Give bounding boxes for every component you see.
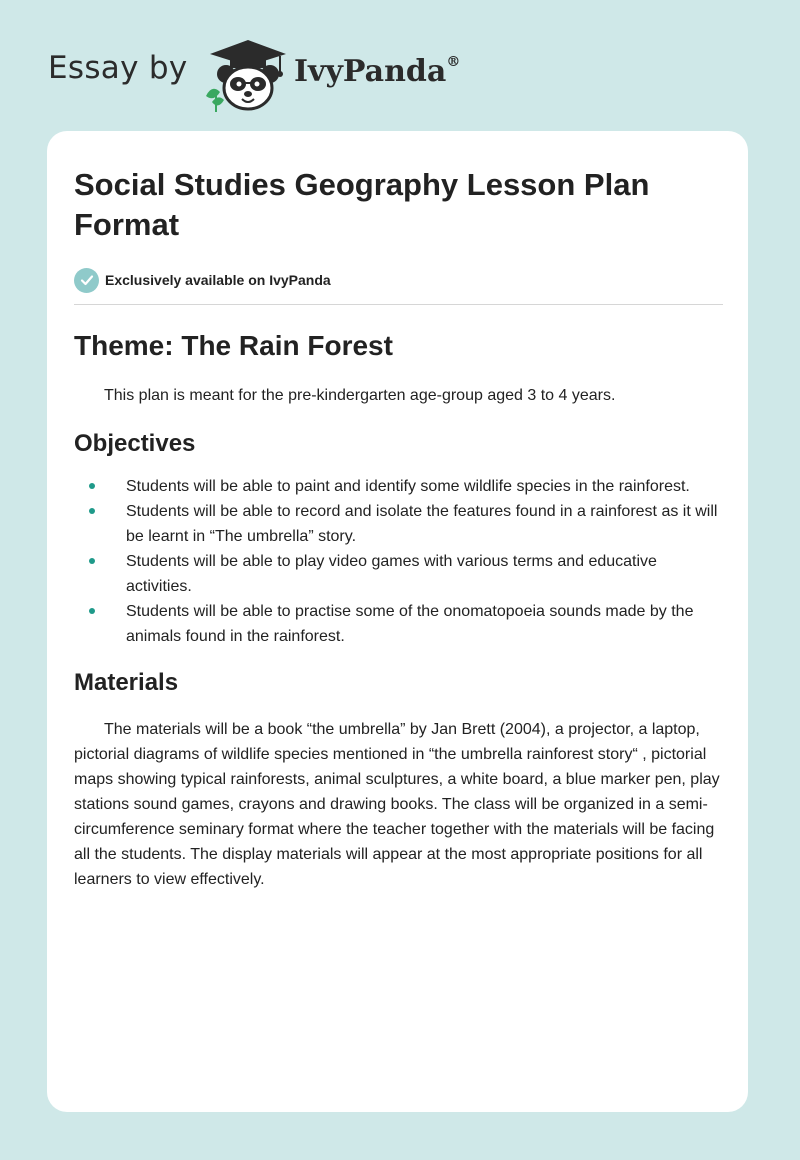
list-item: Students will be able to paint and identify some wildlife species in the rainforest. (74, 474, 724, 499)
bullet-dot-icon (89, 558, 95, 564)
materials-heading: Materials (74, 669, 179, 696)
article-title: Social Studies Geography Lesson Plan Format (74, 167, 650, 242)
list-item: Students will be able to play video games with various terms and educative activities. (74, 549, 724, 599)
check-icon (74, 268, 99, 293)
theme-heading: Theme: The Rain Forest (74, 330, 393, 361)
panda-graduate-icon[interactable] (202, 36, 292, 112)
bullet-dot-icon (89, 508, 95, 514)
site-header (48, 36, 648, 116)
article-body (74, 165, 724, 892)
exclusive-badge (74, 267, 724, 293)
exclusive-badge-text: Exclusively available on IvyPanda (105, 272, 331, 288)
objectives-list (74, 474, 724, 649)
bullet-dot-icon (89, 483, 95, 489)
list-item: Students will be able to record and isolate the features found in a rainforest as it will be learnt in “The umbrella” story. (74, 499, 724, 549)
article-card (47, 131, 748, 1112)
brand-name[interactable]: IvyPanda® (294, 54, 461, 89)
list-item: Students will be able to practise some of the onomatopoeia sounds made by the animals found in the rainforest. (74, 599, 724, 649)
objectives-heading: Objectives (74, 430, 196, 457)
materials-paragraph: The materials will be a book “the umbrella” by Jan Brett (2004), a projector, a laptop, pictorial diagrams of wildlife species mentioned in “the umbrella rainforest story“ , pictorial maps showing typical rainforests, animal sculptures, a white board, a blue marker pen, play stations sound games, crayons and drawing books. The class will be organized in a semi-circumference seminary format where the teacher together with the materials will be facing all the students. The display materials will appear at the most appropriate positions for all learners to view effectively. (74, 721, 720, 888)
bullet-dot-icon (89, 608, 95, 614)
title-divider (74, 304, 723, 305)
essay-by-label: Essay by (48, 50, 188, 86)
intro-paragraph: This plan is meant for the pre-kindergarten age-group aged 3 to 4 years. (104, 387, 616, 404)
